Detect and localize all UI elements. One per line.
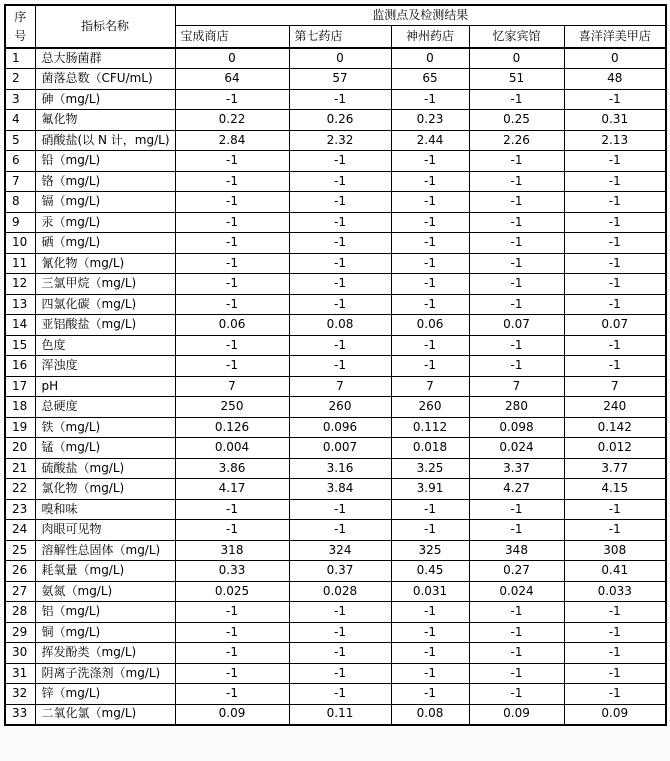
result-value: -1	[564, 274, 666, 295]
result-value: -1	[391, 356, 469, 377]
result-value: 7	[175, 376, 289, 397]
indicator-name: 硝酸盐(以 N 计，mg/L)	[35, 130, 175, 151]
result-value: 7	[469, 376, 564, 397]
result-value: -1	[564, 663, 666, 684]
result-value: -1	[289, 253, 391, 274]
result-value: -1	[469, 233, 564, 254]
result-value: 65	[391, 69, 469, 90]
result-value: 0.41	[564, 561, 666, 582]
row-number: 7	[5, 171, 35, 192]
result-value: -1	[289, 499, 391, 520]
row-number: 29	[5, 622, 35, 643]
table-row	[5, 151, 666, 172]
table-header	[5, 5, 666, 48]
indicator-name: 砷（mg/L)	[35, 89, 175, 110]
table-row	[5, 581, 666, 602]
indicator-name: 硫酸盐（mg/L)	[35, 458, 175, 479]
result-value: -1	[564, 171, 666, 192]
result-value: 3.84	[289, 479, 391, 500]
result-value: 0.004	[175, 438, 289, 459]
result-value: 3.86	[175, 458, 289, 479]
result-value: 260	[289, 397, 391, 418]
result-value: 2.84	[175, 130, 289, 151]
row-number: 25	[5, 540, 35, 561]
row-number: 21	[5, 458, 35, 479]
result-value: -1	[391, 253, 469, 274]
result-value: -1	[564, 151, 666, 172]
result-value: -1	[391, 622, 469, 643]
result-value: -1	[289, 520, 391, 541]
result-value: -1	[469, 212, 564, 233]
result-value: 0.11	[289, 704, 391, 725]
result-value: -1	[289, 663, 391, 684]
result-value: -1	[469, 684, 564, 705]
result-value: 3.25	[391, 458, 469, 479]
result-value: 0.024	[469, 581, 564, 602]
result-value: -1	[469, 253, 564, 274]
result-value: -1	[175, 643, 289, 664]
indicator-name: pH	[35, 376, 175, 397]
result-value: -1	[289, 151, 391, 172]
header-site-baocheng: 宝成商店	[175, 25, 289, 48]
indicator-name: 铬（mg/L)	[35, 171, 175, 192]
indicator-name: 氰化物（mg/L)	[35, 253, 175, 274]
result-value: 0.07	[469, 315, 564, 336]
indicator-name: 三氯甲烷（mg/L)	[35, 274, 175, 295]
result-value: 3.91	[391, 479, 469, 500]
result-value: 0.098	[469, 417, 564, 438]
result-value: -1	[469, 622, 564, 643]
result-value: -1	[175, 89, 289, 110]
result-value: -1	[175, 274, 289, 295]
header-site-xiyangyang: 喜洋洋美甲店	[564, 25, 666, 48]
row-number: 14	[5, 315, 35, 336]
indicator-name: 色度	[35, 335, 175, 356]
result-value: -1	[391, 212, 469, 233]
result-value: 0	[469, 48, 564, 69]
result-value: -1	[564, 294, 666, 315]
row-number: 11	[5, 253, 35, 274]
result-value: 0.024	[469, 438, 564, 459]
result-value: -1	[469, 520, 564, 541]
result-value: -1	[289, 171, 391, 192]
result-value: -1	[391, 643, 469, 664]
result-value: -1	[469, 643, 564, 664]
result-value: 0.08	[391, 704, 469, 725]
result-value: -1	[289, 602, 391, 623]
table-row	[5, 643, 666, 664]
result-value: -1	[175, 294, 289, 315]
result-value: 250	[175, 397, 289, 418]
result-value: 0.45	[391, 561, 469, 582]
result-value: -1	[469, 171, 564, 192]
result-value: 0.033	[564, 581, 666, 602]
table-row	[5, 540, 666, 561]
result-value: -1	[175, 622, 289, 643]
indicator-name: 氯化物（mg/L)	[35, 479, 175, 500]
row-number: 9	[5, 212, 35, 233]
result-value: 0.33	[175, 561, 289, 582]
indicator-name: 挥发酚类（mg/L)	[35, 643, 175, 664]
table-row	[5, 89, 666, 110]
result-value: 64	[175, 69, 289, 90]
result-value: 0.025	[175, 581, 289, 602]
result-value: -1	[564, 192, 666, 213]
result-value: -1	[564, 89, 666, 110]
row-number: 6	[5, 151, 35, 172]
result-value: 0.06	[175, 315, 289, 336]
result-value: -1	[469, 499, 564, 520]
result-value: -1	[391, 684, 469, 705]
result-value: 280	[469, 397, 564, 418]
table-row	[5, 253, 666, 274]
result-value: 3.37	[469, 458, 564, 479]
results-table-body	[5, 48, 666, 725]
result-value: -1	[289, 335, 391, 356]
result-value: -1	[175, 499, 289, 520]
table-row	[5, 458, 666, 479]
table-row	[5, 130, 666, 151]
result-value: -1	[391, 192, 469, 213]
table-row	[5, 110, 666, 131]
table-row	[5, 479, 666, 500]
table-row	[5, 397, 666, 418]
row-number: 13	[5, 294, 35, 315]
table-row	[5, 335, 666, 356]
result-value: -1	[289, 192, 391, 213]
indicator-name: 镉（mg/L)	[35, 192, 175, 213]
row-number: 1	[5, 48, 35, 69]
result-value: 308	[564, 540, 666, 561]
table-row	[5, 663, 666, 684]
header-row-group	[5, 5, 666, 25]
result-value: 4.17	[175, 479, 289, 500]
result-value: 3.16	[289, 458, 391, 479]
result-value: -1	[564, 212, 666, 233]
table-row	[5, 233, 666, 254]
result-value: 3.77	[564, 458, 666, 479]
row-number: 26	[5, 561, 35, 582]
result-value: 0.25	[469, 110, 564, 131]
row-number: 5	[5, 130, 35, 151]
result-value: 0.09	[564, 704, 666, 725]
table-row	[5, 212, 666, 233]
result-value: -1	[564, 499, 666, 520]
table-row	[5, 520, 666, 541]
indicator-name: 锌（mg/L)	[35, 684, 175, 705]
header-seq-label: 序号	[14, 9, 27, 43]
result-value: -1	[289, 684, 391, 705]
result-value: -1	[175, 602, 289, 623]
result-value: -1	[391, 520, 469, 541]
result-value: -1	[564, 253, 666, 274]
result-value: 7	[564, 376, 666, 397]
result-value: -1	[469, 274, 564, 295]
result-value: 0.096	[289, 417, 391, 438]
row-number: 2	[5, 69, 35, 90]
result-value: -1	[175, 192, 289, 213]
result-value: 7	[391, 376, 469, 397]
result-value: -1	[469, 192, 564, 213]
table-row	[5, 315, 666, 336]
result-value: -1	[391, 89, 469, 110]
indicator-name: 氨氮（mg/L)	[35, 581, 175, 602]
result-value: -1	[469, 663, 564, 684]
result-value: -1	[175, 356, 289, 377]
result-value: -1	[289, 643, 391, 664]
result-value: 0.08	[289, 315, 391, 336]
indicator-name: 溶解性总固体（mg/L)	[35, 540, 175, 561]
result-value: 2.32	[289, 130, 391, 151]
header-seq	[5, 5, 35, 48]
result-value: 0.09	[469, 704, 564, 725]
result-value: -1	[564, 356, 666, 377]
result-value: 0.23	[391, 110, 469, 131]
indicator-name: 铝（mg/L)	[35, 602, 175, 623]
result-value: -1	[391, 233, 469, 254]
indicator-name: 氟化物	[35, 110, 175, 131]
result-value: 0.007	[289, 438, 391, 459]
table-row	[5, 294, 666, 315]
row-number: 10	[5, 233, 35, 254]
result-value: -1	[564, 233, 666, 254]
result-value: 240	[564, 397, 666, 418]
result-value: -1	[469, 294, 564, 315]
indicator-name: 总硬度	[35, 397, 175, 418]
table-row	[5, 417, 666, 438]
row-number: 33	[5, 704, 35, 725]
result-value: -1	[175, 171, 289, 192]
table-row	[5, 192, 666, 213]
result-value: 0.22	[175, 110, 289, 131]
row-number: 3	[5, 89, 35, 110]
result-value: 4.15	[564, 479, 666, 500]
result-value: -1	[391, 171, 469, 192]
result-value: -1	[175, 684, 289, 705]
indicator-name: 阴离子洗涤剂（mg/L)	[35, 663, 175, 684]
result-value: 0.126	[175, 417, 289, 438]
result-value: -1	[175, 212, 289, 233]
result-value: 0.018	[391, 438, 469, 459]
indicator-name: 浑浊度	[35, 356, 175, 377]
indicator-name: 肉眼可见物	[35, 520, 175, 541]
row-number: 27	[5, 581, 35, 602]
row-number: 30	[5, 643, 35, 664]
result-value: -1	[564, 520, 666, 541]
result-value: -1	[391, 294, 469, 315]
row-number: 18	[5, 397, 35, 418]
result-value: 48	[564, 69, 666, 90]
result-value: -1	[289, 233, 391, 254]
result-value: -1	[564, 335, 666, 356]
result-value: 2.13	[564, 130, 666, 151]
table-row	[5, 499, 666, 520]
indicator-name: 铁（mg/L)	[35, 417, 175, 438]
indicator-name: 硒（mg/L)	[35, 233, 175, 254]
row-number: 8	[5, 192, 35, 213]
result-value: 2.26	[469, 130, 564, 151]
header-site-yijia: 忆家宾馆	[469, 25, 564, 48]
row-number: 20	[5, 438, 35, 459]
table-row	[5, 171, 666, 192]
result-value: -1	[289, 212, 391, 233]
result-value: -1	[175, 151, 289, 172]
result-value: -1	[391, 602, 469, 623]
indicator-name: 锰（mg/L)	[35, 438, 175, 459]
indicator-name: 四氯化碳（mg/L)	[35, 294, 175, 315]
row-number: 28	[5, 602, 35, 623]
result-value: 325	[391, 540, 469, 561]
row-number: 17	[5, 376, 35, 397]
table-row	[5, 274, 666, 295]
row-number: 19	[5, 417, 35, 438]
result-value: 0.06	[391, 315, 469, 336]
result-value: 260	[391, 397, 469, 418]
result-value: -1	[564, 684, 666, 705]
water-quality-results-table	[4, 4, 667, 726]
indicator-name: 铜（mg/L)	[35, 622, 175, 643]
header-monitoring-results-group: 监测点及检测结果	[175, 5, 666, 25]
result-value: 57	[289, 69, 391, 90]
result-value: -1	[289, 274, 391, 295]
result-value: 0	[391, 48, 469, 69]
table-row	[5, 69, 666, 90]
result-value: -1	[391, 335, 469, 356]
result-value: 0.012	[564, 438, 666, 459]
result-value: 0.07	[564, 315, 666, 336]
result-value: -1	[175, 335, 289, 356]
result-value: -1	[175, 520, 289, 541]
result-value: 0.142	[564, 417, 666, 438]
result-value: 0.31	[564, 110, 666, 131]
row-number: 31	[5, 663, 35, 684]
indicator-name: 嗅和味	[35, 499, 175, 520]
result-value: 0	[289, 48, 391, 69]
result-value: 0.27	[469, 561, 564, 582]
table-row	[5, 684, 666, 705]
row-number: 15	[5, 335, 35, 356]
indicator-name: 菌落总数（CFU/mL)	[35, 69, 175, 90]
row-number: 32	[5, 684, 35, 705]
table-row	[5, 48, 666, 69]
indicator-name: 铅（mg/L)	[35, 151, 175, 172]
result-value: -1	[175, 233, 289, 254]
result-value: 0.028	[289, 581, 391, 602]
result-value: -1	[289, 356, 391, 377]
result-value: 0	[564, 48, 666, 69]
result-value: -1	[564, 602, 666, 623]
table-row	[5, 356, 666, 377]
result-value: -1	[289, 89, 391, 110]
result-value: -1	[391, 151, 469, 172]
table-row	[5, 704, 666, 725]
result-value: 318	[175, 540, 289, 561]
header-indicator: 指标名称	[35, 5, 175, 48]
result-value: -1	[469, 335, 564, 356]
table-row	[5, 622, 666, 643]
result-value: 7	[289, 376, 391, 397]
result-value: -1	[289, 294, 391, 315]
result-value: -1	[175, 663, 289, 684]
row-number: 12	[5, 274, 35, 295]
result-value: 0.112	[391, 417, 469, 438]
header-site-shenzhou: 神州药店	[391, 25, 469, 48]
result-value: 0.031	[391, 581, 469, 602]
result-value: -1	[469, 89, 564, 110]
result-value: 324	[289, 540, 391, 561]
result-value: 2.44	[391, 130, 469, 151]
table-row	[5, 602, 666, 623]
table-row	[5, 438, 666, 459]
result-value: 51	[469, 69, 564, 90]
result-value: -1	[391, 663, 469, 684]
table-row	[5, 561, 666, 582]
row-number: 4	[5, 110, 35, 131]
result-value: -1	[564, 622, 666, 643]
indicator-name: 汞（mg/L)	[35, 212, 175, 233]
row-number: 23	[5, 499, 35, 520]
table-row	[5, 376, 666, 397]
result-value: 0	[175, 48, 289, 69]
result-value: -1	[289, 622, 391, 643]
result-value: 0.09	[175, 704, 289, 725]
result-value: -1	[391, 274, 469, 295]
result-value: -1	[469, 151, 564, 172]
result-value: -1	[469, 602, 564, 623]
result-value: 0.37	[289, 561, 391, 582]
row-number: 16	[5, 356, 35, 377]
indicator-name: 二氧化氯（mg/L)	[35, 704, 175, 725]
result-value: 4.27	[469, 479, 564, 500]
result-value: 348	[469, 540, 564, 561]
result-value: -1	[175, 253, 289, 274]
indicator-name: 亚铝酸盐（mg/L)	[35, 315, 175, 336]
result-value: -1	[564, 643, 666, 664]
indicator-name: 总大肠菌群	[35, 48, 175, 69]
row-number: 22	[5, 479, 35, 500]
indicator-name: 耗氧量（mg/L)	[35, 561, 175, 582]
result-value: -1	[469, 356, 564, 377]
row-number: 24	[5, 520, 35, 541]
header-site-diqi: 第七药店	[289, 25, 391, 48]
result-value: -1	[391, 499, 469, 520]
result-value: 0.26	[289, 110, 391, 131]
